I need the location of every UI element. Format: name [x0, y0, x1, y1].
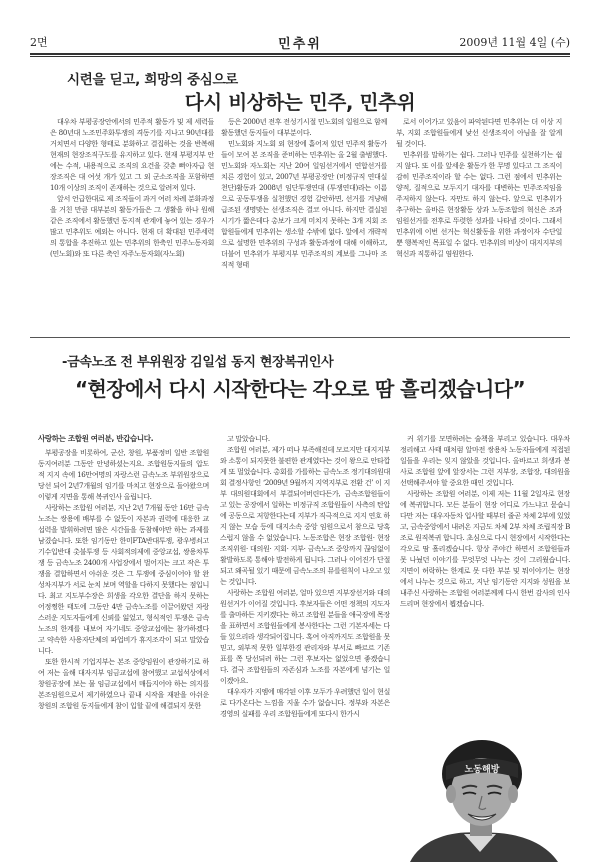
portrait-illustration [400, 734, 570, 862]
article1-column-3 [396, 116, 562, 331]
article2-column-3 [400, 433, 570, 729]
paragraph: 조합원 여러분, 제가 떠나 부족해진데 모르지만 대지지부와 소통이 되지못한 불편한 관계였다는 것이 왕으로 안타깝게 또 멀었습니다. 총회를 가를하는 금속노조 정기대의원대회 결정사항인 ‘2009년 9월까지 지역지부로 전환 건’ 이 지부 대의원대회에서 부결되어버린다든가, 금속조합원들이고 있는 공장에서 일하는 비정규직 조합원들이 사측의 탄압에 공동으로 저항한다는데 지부가 직극적으로 지지 연호 하지 않는 모습 등에 대지소속 중앙 임원으로서 참으로 당혹스럽지 않을 수 없었습니다. 노동조합은 현장 조합원· 현장조직위원· 대의원· 지회· 지부· 금속노조 중앙까지 끊임없이 활발하도록 통해야 발전하게 됩니다. 그러나 이어진가 단절되고 왜곡될 있기 때문에 금속노조의 뮤를원칙이 나오고 있는 것입니다. [220, 445, 390, 586]
header-rule [30, 53, 570, 55]
paragraph: 대우차 부평공장안에서의 민주적 활동가 및 제 세력들은 80년대 노조민주화투쟁의 격동기를 지나고 90년대를 거치면서 다양한 형태로 분화하고 결집하는 것을 반복해 현재의 현장조직구도를 유지하고 있다. 현재 부평지부 안에는 수적, 내용적으로 조직의 요건을 갖춘 뻐아자급 현장조직은 대 여섯 개가 있고 그 외 군소조직을 포함하면 10개 이상의 조직이 존재하는 것으로 알려져 있다. [50, 117, 214, 192]
page-header [30, 34, 570, 52]
article2-kicker: -금속노조 전 부위원장 김일섭 동지 현장복귀인사 [62, 355, 334, 370]
paragraph: 또한 한시적 기업지부는 본조 중앙임원이 관장하기로 하여 저는 올해 대자지부 임금교섭에 참여했고 교섭석상에서 창원공장에 보는 물 임금교섭에서 매듭지어야 하는 의지를 본조임원으로서 제기하였으나 끝내 시작을 재판을 아쉬운 창원의 조합원 동지들에게 참이 입할 끝에 해결되지 못한 [38, 657, 209, 710]
paper-name: 민추위 [278, 37, 322, 52]
article1-column-1 [50, 116, 214, 331]
article2-greeting: 사랑하는 조합원 여러분, 반갑습니다. [38, 434, 154, 443]
article1-headline: 다시 비상하는 민주, 민추위 [184, 91, 416, 114]
paragraph: 대우자가 지엠에 매각된 이후 모두가 우려했던 일이 현실로 다가온다는 느낌을 지울 수가 없습니다. 정부와 자본은 경영의 실패를 우리 조합원들에게 또다시 한가시 [220, 687, 390, 718]
paragraph: 민노회와 지노회 외 현장에 흩어져 있던 민주적 활동가들이 모여 본 조직을 준비하는 민추위는 올 2월 출범했다. 민노회와 자노회는 지난 20여 일임선거에서 연합선거를 치른 경험이 있고, 2007년 부평공장안 (비정규직 연대실천단)활동과 2008년 임단투쟁연대 (투쟁연대)라는 이름으로 공동투쟁을 실천했던 경험 갈안하면, 선거를 겨냥해 급조된 생명맞는 선생조직은 결코 아니다. 하지만 결실된 시기가 짧은데다 총보가 크게 미치지 못하는 3개 지회 조합원들에게 민추위는 생소할 수밖에 없다. 앞에서 개략적으로 설명한 민추위의 구성과 활동과정에 대해 이해하고, 더불어 민추위가 부평지부 민주조직의 계보를 그나마 조직적 형태 [221, 139, 387, 269]
section-divider [30, 337, 570, 338]
paragraph: 등은 2000년 전후 전성기시절 민노회의 일원으로 함께 활동했던 동지들이 대부분이다. [221, 117, 387, 137]
portrait-photo [400, 734, 570, 862]
header-rule-thin [30, 56, 570, 57]
paragraph: 민추위를 말하기는 쉽다. 그러나 민주를 실천하기는 쉽지 않다. 또 이를 앞세운 활동가 한 무명 있다고 그 조직이 감히 민주조직이라 할 수는 없다. 그런 점에서 민추위는 양적, 질적으로 모두지기 대자를 대변하는 민주조직임을 주저하지 않는다. 자만도 하지 않는다. 앞으로 민추위가 추구하는 올바른 현장활동 상과 노동조합의 혁신은 조과 임원선거를 전후로 뚜렷한 성과를 나타낼 것이다. 그래서 민추위에 이번 선거는 혁신활동을 위한 과정이자 수단일 뿐 행복적인 목표일 수 없다. 민추위의 비상이 대지지부의 혁신과 직통하길 염원한다. [396, 150, 562, 258]
paragraph: 로서 이어가고 있음이 파악된다면 민추위는 더 이상 지부, 지회 조합원들에게 낯선 신생조직이 아님을 잘 알게 될 것이다. [396, 117, 562, 148]
article2-column-2 [220, 433, 390, 861]
paragraph: 사랑하는 조합원 여러분, 이제 저는 11월 2일자로 현장에 복귀합니다. 모든 분들이 현장 어디로 가느냐고 묻습니다만 저는 대우자동차 입사할 때부터 줄곧 차체 2부에 있었고, 금속중앙에서 내려온 지금도 차체 2부 차체 조립직장 B조로 원직복귀 합니다. 초심으로 다시 현장에서 시작한다는 각오로 땀 흘리겠습니다. 항상 주야간 하면서 조합원들과 못 나눴던 이야기를 무엇무엇 나누는 것이 그리웠습니다. 지면이 허락하는 한계로 못 다한 부분 및 뭐이야기는 현장에서 나누는 것으로 하고, 지난 임기동안 지지와 성원을 보내주신 사랑하는 조합원 여러분께께 다시 한번 감사의 인사드리며 현장에서 뵙겠습니다. [400, 489, 570, 608]
paragraph: 사랑하는 조합원 여러분, 얼마 있으면 지부장선거와 대의원선거가 이어질 것입니다. 후보자들은 어떤 정책의 지도자를 출마하든 지키겠다는 하고 조합원 분들을 애국장에 목장을 표하면서 조합원들에게 봉사한다는 그런 기본자세는 다들 있으리라 생각되어집니다. 혹여 아직까지도 조합원을 못 믿고, 외부적 못한 일부한경 관리자와 부서로 빠르르 기존 표를 쪽 당선되려 하는 그런 후보자는 없었으면 좋겠습니다. 결국 조합원들의 자존심과 노조를 자본에게 넘기는 일이겠아요. [220, 588, 390, 685]
headband-text: 노동해방 [464, 765, 500, 775]
article1-kicker: 시련을 딛고, 희망의 중심으로 [67, 72, 238, 88]
paragraph: 부평공장을 비롯하여, 군산, 창원, 부품정비 일반 조합원 동지여러분 그동안 안녕하셨는지요. 조합원동지들의 압도적 지지 속에 16만여명의 자랑스런 금속노조 부위원장으로 당선 되어 2년7개월의 임기를 마치고 현장으로 돌아왔으며 이렇게 지면을 통해 복귀인사 올립니다. [38, 448, 209, 501]
paragraph: 커 위기를 모면하려는 술책을 부리고 있습니다. 대우차 정리해고 사태 때처럼 알마전 쌍용차 노동자들에게 직접된 일들을 우리는 잊지 않았을 것입니다. 올바르고 희생과 봉사로 조합원 앞에 앞장서는 그런 지부장, 조합장, 대의원을 선택해주셔야 할 중요한 때인 것입니다. [400, 434, 570, 487]
article2-headline: “현장에서 다시 시작한다는 각오로 땀 흘리겠습니다” [74, 377, 526, 401]
page-number: 2면 [30, 36, 48, 49]
paragraph: 앞서 언급한대로 제 조직들이 과거 여러 차례 분화과정을 거친 만큼 대부분의 활동가들은 그 생활을 하나 원해 같은 조직에서 활동했던 동지적 관계에 놓여 있는 경우가 많고 민추위도 예외는 아니다. 현재 더 확대된 민주세력의 통합을 추진하고 있는 민추위의 한축인 민주노동자회(민노회)와 또 다른 축인 자주노동자회(자노회) [50, 194, 214, 258]
paragraph: 고 말았습니다. [227, 434, 270, 443]
article2-column-1 [38, 433, 209, 861]
paragraph: 사랑하는 조합원 여러분, 지난 2년 7개월 동안 16만 금속노조는 쌍용에 배부를 수 없듯이 자본과 권력에 대응한 교섭력을 발휘하려면 많은 시간들을 동참해야만 하는 과제를 남겼습니다. 또한 임기동안 한미FTA반대투쟁, 광우병쇠고기수입반대 촛불투쟁 등 사회적의제에 중앙교섭, 쌍용차투쟁 등 금속노조 2400개 사업장에서 벌어지는 크고 작은 투쟁을 결합하면서 아쉬운 것은 그 투쟁에 중심이어야 할 완성차지부가 서로 눈치 보며 역할을 다하지 못했다는 점입니다. 최고 지도부수장은 희생을 각오한 결단을 하지 못하는 어정쩡한 태도에 그동안 4만 금속노조를 이끌어왔던 자랑스러운 지도자들에게 신뢰를 잃었고, 형식적인 투쟁은 금속노조의 한계를 내보여 자기네도 중앙교섭에는 참가하겠다고 약속한 사용자단체의 파업비가 휴지조각이 되고 말았습니다. [38, 503, 209, 655]
publication-date: 2009년 11월 4일 (수) [459, 36, 570, 49]
article1-column-2 [221, 116, 387, 331]
